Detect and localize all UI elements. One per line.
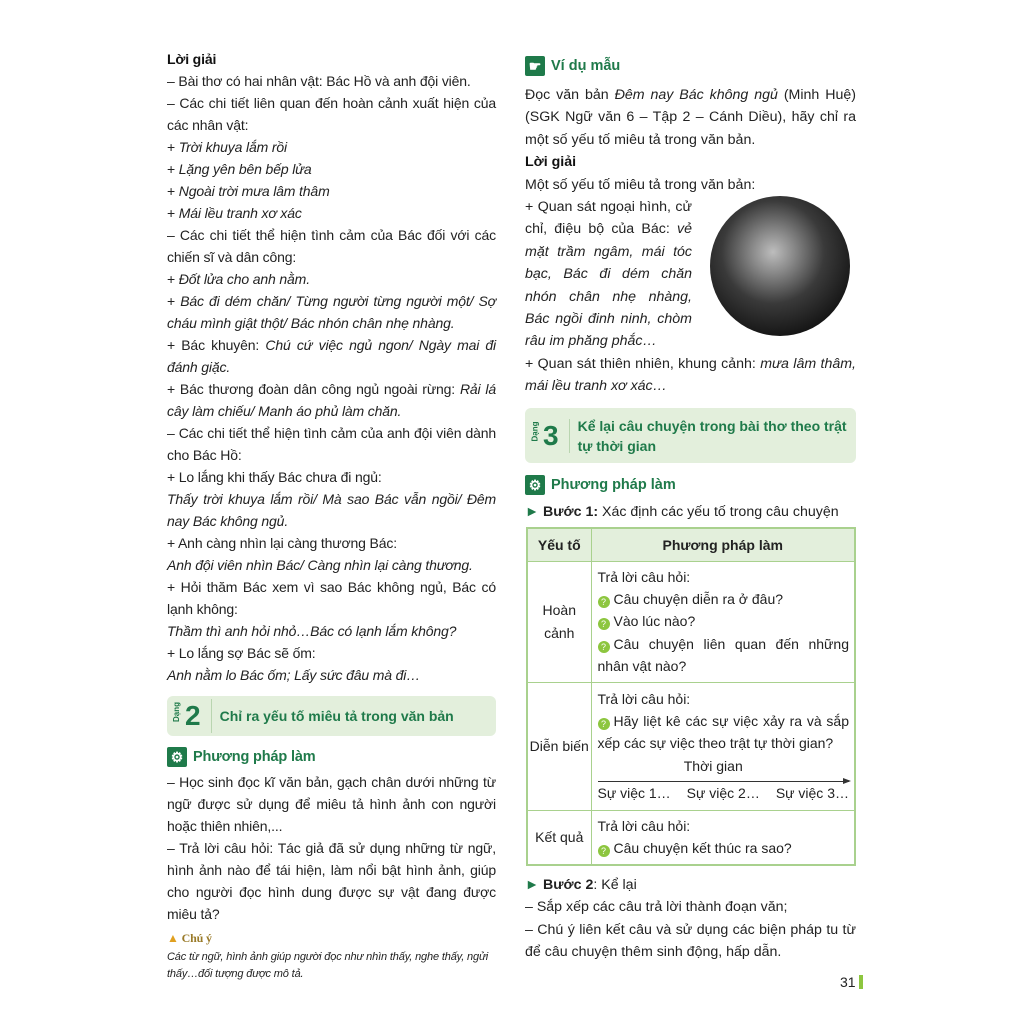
table-row [527,810,855,865]
text-run: Lời giải [525,154,577,171]
question [598,610,850,632]
timeline-label: Thời gian [683,757,743,774]
text-run: (Minh Huệ) (SGK Ngữ văn 6 – Tập 2 – Cánh Diều), hãy chỉ ra một số yếu tố miêu tả trong văn bản. [525,87,856,148]
text-run: Anh nằm lo Bác ốm; Lấy sức đâu mà đi… [167,667,421,683]
paragraph [167,290,496,334]
question-icon: ? [598,845,610,857]
text-run: Rải lá cây làm chiếu/ Manh áo phủ làm chăn. [167,381,496,419]
paragraph [167,488,496,532]
timeline-event: Sự việc 1… [597,785,671,802]
text-run: – Các chi tiết thể hiện tình cảm của Bác đối với các chiến sĩ và dân công: [167,227,496,265]
paragraph [167,837,496,925]
paragraph [167,466,496,488]
row-value [591,561,855,682]
row-key: Hoàn cảnh [527,561,591,682]
paragraph [167,158,496,180]
paragraph [167,576,496,620]
dang-3-box [525,408,856,463]
text-run: Thấy trời khuya lắm rồi/ Mà sao Bác vẫn ngồi/ Đêm nay Bác không ngủ. [167,491,496,529]
step-2 [525,874,856,964]
text-run: Lời giải [167,51,217,67]
step-2-text: : Kể lại [593,877,637,893]
step-1-text: Xác định các yếu tố trong câu chuyện [598,504,839,520]
row-value [591,810,855,865]
text-run: – Bài thơ có hai nhân vật: Bác Hồ và anh đội viên. [167,73,471,89]
answer-prompt: Trả lời câu hỏi: [597,817,691,834]
answer-prompt: Trả lời câu hỏi: [597,690,691,707]
method-table [526,527,856,866]
warning-icon: ▲ [167,931,179,945]
gear-icon: ⚙ [525,475,545,495]
example-text [525,84,856,196]
example-heading [525,55,856,77]
text-run: Đốt lửa cho anh nằm. [178,271,310,287]
text-run: Ngoài trời mưa lâm thâm [178,183,330,199]
note-title: Chú ý [181,931,212,945]
dang-title: Kể lại câu chuyện trong bài thơ theo trật tự thời gian [577,417,847,454]
paragraph [167,136,496,158]
text-run: + Quan sát thiên nhiên, khung cảnh: [525,355,761,372]
dang-label: Dạng [530,421,540,442]
left-column [167,48,496,983]
method-heading [525,474,856,496]
example-title: Ví dụ mẫu [551,57,621,74]
step-2-heading [525,874,856,896]
text-run: – Các chi tiết thể hiện tình cảm của anh đội viên dành cho Bác Hồ: [167,425,496,463]
page-number-text: 31 [840,974,856,990]
text-run: + Lo lắng khi thấy Bác chưa đi ngủ: [167,469,382,485]
header-method: Phương pháp làm [591,528,855,561]
triangle-icon: ► [525,877,540,893]
paragraph [167,532,496,554]
dang-title: Chỉ ra yếu tố miêu tả trong văn bản [219,708,454,724]
text-run: – Học sinh đọc kĩ văn bản, gạch chân dưới những từ ngữ được sử dụng để miêu tả hình ảnh con người hoặc thiên nhiên,... [167,774,496,834]
note-text: Các từ ngữ, hình ảnh giúp người đọc như nhìn thấy, nghe thấy, ngửi thấy…đối tượng được mô tả. [167,951,489,980]
question-text: Câu chuyện liên quan đến những nhân vật nào? [597,635,849,675]
text-run: + Bác khuyên: [167,337,266,353]
text-run: Lặng yên bên bếp lửa [178,161,312,177]
paragraph [167,180,496,202]
paragraph [167,202,496,224]
solution-text [167,48,496,686]
question-icon: ? [598,618,610,630]
note-heading [167,927,496,949]
question-text: Câu chuyện kết thúc ra sao? [613,840,792,857]
text-run: Trời khuya lắm rồi [178,139,287,155]
text-run: + [167,183,179,199]
text-run: + Anh càng nhìn lại càng thương Bác: [167,535,397,551]
question-text: Hãy liệt kê các sự việc xảy ra và sắp xếp các sự việc theo trật tự thời gian? [597,712,849,752]
question-icon: ? [598,641,610,653]
method-title: Phương pháp làm [193,749,316,765]
timeline-arrow [598,781,850,804]
paragraph [167,334,496,378]
step-1 [525,501,856,523]
question [598,710,850,755]
text-run: Mái lều tranh xơ xác [178,205,302,221]
method-title: Phương pháp làm [551,476,676,493]
pointing-hand-icon: ☛ [525,56,545,76]
right-column [525,55,856,398]
step-2-line: – Sắp xếp các câu trả lời thành đoạn văn; [525,899,788,916]
table-row [527,682,855,810]
page-marker [859,975,863,989]
method-section [167,746,496,983]
answer-prompt: Trả lời câu hỏi: [597,568,691,585]
paragraph [525,174,856,196]
question-icon: ? [598,596,610,608]
paragraph [167,92,496,136]
text-run: mưa lâm thâm, mái lều tranh xơ xác… [525,355,856,395]
paragraph [525,84,856,151]
portrait-photo [710,196,850,336]
paragraph [167,268,496,290]
page-number [840,974,863,990]
method-text [167,771,496,925]
paragraph [167,422,496,466]
row-key: Kết quả [527,810,591,865]
table-row [527,561,855,682]
paragraph [525,151,856,173]
question [598,588,850,610]
dang-number: 3 [543,419,570,453]
question-icon: ? [598,718,610,730]
row-key: Diễn biến [527,682,591,810]
paragraph [167,620,496,642]
text-run: + [167,293,181,309]
question [598,633,850,678]
text-run: + Lo lắng sợ Bác sẽ ốm: [167,645,316,661]
paragraph [167,70,496,92]
question [598,837,850,859]
text-run: + [167,271,179,287]
text-run: – Các chi tiết liên quan đến hoàn cảnh xuất hiện của các nhân vật: [167,95,496,133]
text-run: + [167,205,179,221]
paragraph [167,378,496,422]
text-run: + Hỏi thăm Bác xem vì sao Bác không ngủ, Bác có lạnh không: [167,579,496,617]
question-text: Vào lúc nào? [613,613,696,630]
method-heading [167,746,496,768]
text-run: + Bác thương đoàn dân công ngủ ngoài rừng: [167,381,460,397]
observation-nature [525,353,856,398]
text-run: Đêm nay Bác không ngủ [614,87,778,103]
text-run: + Quan sát ngoại hình, cử chỉ, điệu bộ của Bác: [525,199,692,238]
timeline-event: Sự việc 3… [775,785,849,802]
method-section-2 [525,474,856,523]
text-run: Bác đi dém chăn/ Từng người từng người một/ Sợ cháu mình giật thột/ Bác nhón chân nhẹ nhàng. [167,293,496,331]
step-2-label: Bước 2 [543,877,594,893]
text-run: vẻ mặt trầm ngâm, mái tóc bạc, Bác đi dém chăn nhón chân nhẹ nhàng, Bác ngồi đinh ninh, chòm râu im phăng phắc… [525,221,692,350]
gear-icon: ⚙ [167,747,187,767]
paragraph [167,48,496,70]
row-value [591,682,855,810]
dang-number: 2 [185,699,212,733]
step-2-line: – Chú ý liên kết câu và sử dụng các biện pháp tu từ để câu chuyện thêm sinh động, hấp dẫn. [525,921,856,961]
text-run: – Trả lời câu hỏi: Tác giả đã sử dụng những từ ngữ, hình ảnh nào để tái hiện, làm nổi bật hình ảnh, giúp cho người đọc hình dung được sự vật đang được miêu tả? [167,840,496,922]
dang-label: Dạng [172,702,181,722]
text-run: Anh đội viên nhìn Bác/ Càng nhìn lại càng thương. [167,557,473,573]
step-1-label: Bước 1: [543,504,599,520]
text-run: Một số yếu tố miêu tả trong văn bản: [525,176,756,193]
header-factor: Yếu tố [527,528,591,561]
text-run: + [167,161,179,177]
paragraph [167,224,496,268]
triangle-icon: ► [525,504,540,520]
paragraph [167,554,496,576]
question-text: Câu chuyện diễn ra ở đâu? [613,590,784,607]
paragraph [167,664,496,686]
text-run: Chú cứ việc ngủ ngon/ Ngày mai đi đánh giặc. [167,337,496,375]
timeline-event: Sự việc 2… [686,785,760,802]
paragraph [167,771,496,837]
paragraph [167,642,496,664]
text-run: Thầm thì anh hỏi nhỏ…Bác có lạnh lắm không? [167,623,457,639]
text-run: Đọc văn bản [525,87,615,103]
dang-2-box [167,696,496,736]
text-run: + [167,139,179,155]
wrap-area [525,196,856,398]
